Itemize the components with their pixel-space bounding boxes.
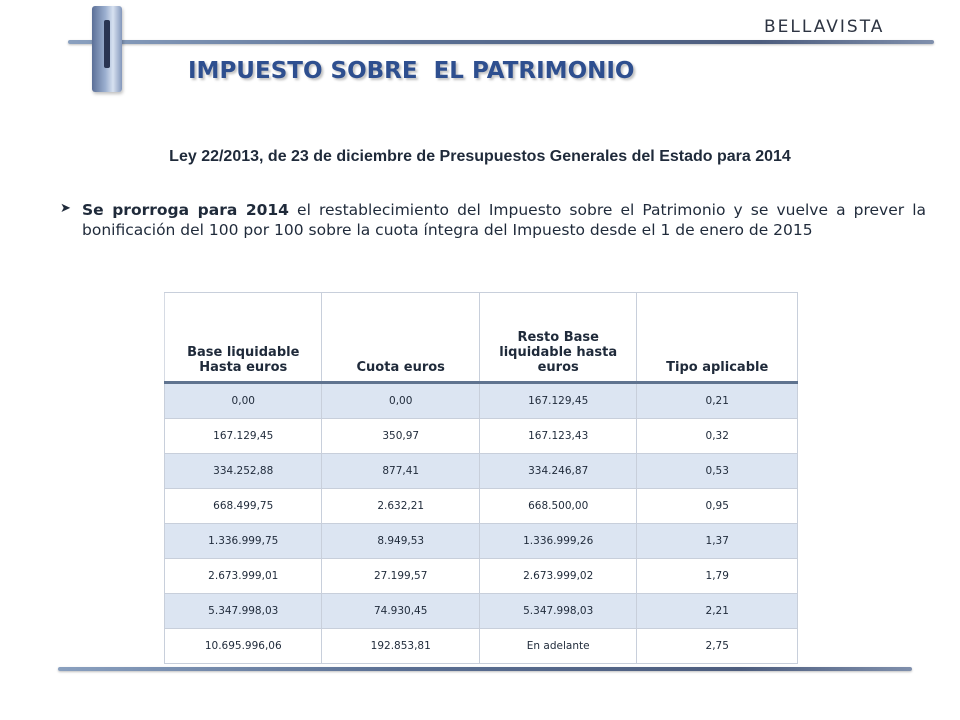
- table-cell: 0,32: [637, 419, 798, 454]
- table-cell: 0,21: [637, 383, 798, 419]
- table-cell: 2.673.999,01: [165, 559, 322, 594]
- column-header-cuota: Cuota euros: [322, 293, 479, 383]
- page-title: IMPUESTO SOBRE EL PATRIMONIO: [188, 58, 635, 84]
- bullet-rest-text: el restablecimiento del Impuesto sobre el Patrimonio y se vuelve a prever la bonificación del 100 por 100 sobre la cuota íntegra del Impuesto desde el 1 de enero de 2015: [82, 201, 927, 239]
- table-row: [165, 454, 798, 489]
- logo-mark-inner: [104, 20, 110, 68]
- table-row: [165, 629, 798, 664]
- table-cell: 2,75: [637, 629, 798, 664]
- table-cell: 334.252,88: [165, 454, 322, 489]
- tax-scale-table: [164, 292, 798, 664]
- table-cell: 167.129,45: [479, 383, 636, 419]
- bullet-bold-text: Se prorroga para 2014: [82, 201, 289, 219]
- header-rule: [68, 40, 934, 44]
- table-cell: 668.500,00: [479, 489, 636, 524]
- footer-rule: [58, 667, 912, 671]
- table-cell: 5.347.998,03: [479, 594, 636, 629]
- law-subtitle: Ley 22/2013, de 23 de diciembre de Presupuestos Generales del Estado para 2014: [169, 148, 791, 165]
- arrow-bullet-icon: ➤: [60, 201, 71, 216]
- column-header-base: Base liquidable Hasta euros: [165, 293, 322, 383]
- bullet-paragraph: [60, 200, 926, 240]
- bullet-text: [82, 200, 926, 240]
- table-cell: 668.499,75: [165, 489, 322, 524]
- table-cell: 192.853,81: [322, 629, 479, 664]
- column-header-resto: Resto Base liquidable hasta euros: [479, 293, 636, 383]
- table-row: [165, 489, 798, 524]
- table-cell: En adelante: [479, 629, 636, 664]
- table-cell: 1.336.999,75: [165, 524, 322, 559]
- table-row: [165, 383, 798, 419]
- table-cell: 1,37: [637, 524, 798, 559]
- table-cell: 877,41: [322, 454, 479, 489]
- table-cell: 8.949,53: [322, 524, 479, 559]
- table-cell: 350,97: [322, 419, 479, 454]
- table-row: [165, 419, 798, 454]
- table-cell: 0,95: [637, 489, 798, 524]
- table-cell: 2.632,21: [322, 489, 479, 524]
- table-cell: 74.930,45: [322, 594, 479, 629]
- table-cell: 334.246,87: [479, 454, 636, 489]
- column-header-tipo: Tipo aplicable: [637, 293, 798, 383]
- table-row: [165, 524, 798, 559]
- table-header-row: [165, 293, 798, 383]
- table-row: [165, 559, 798, 594]
- table-cell: 1.336.999,26: [479, 524, 636, 559]
- table-cell: 167.129,45: [165, 419, 322, 454]
- table-cell: 27.199,57: [322, 559, 479, 594]
- brand-name: BELLAVISTA: [764, 17, 885, 37]
- table-cell: 0,00: [322, 383, 479, 419]
- table-row: [165, 594, 798, 629]
- table-cell: 2,21: [637, 594, 798, 629]
- table-cell: 1,79: [637, 559, 798, 594]
- table-cell: 5.347.998,03: [165, 594, 322, 629]
- table-cell: 10.695.996,06: [165, 629, 322, 664]
- table-cell: 2.673.999,02: [479, 559, 636, 594]
- table-cell: 167.123,43: [479, 419, 636, 454]
- table-cell: 0,53: [637, 454, 798, 489]
- table-cell: 0,00: [165, 383, 322, 419]
